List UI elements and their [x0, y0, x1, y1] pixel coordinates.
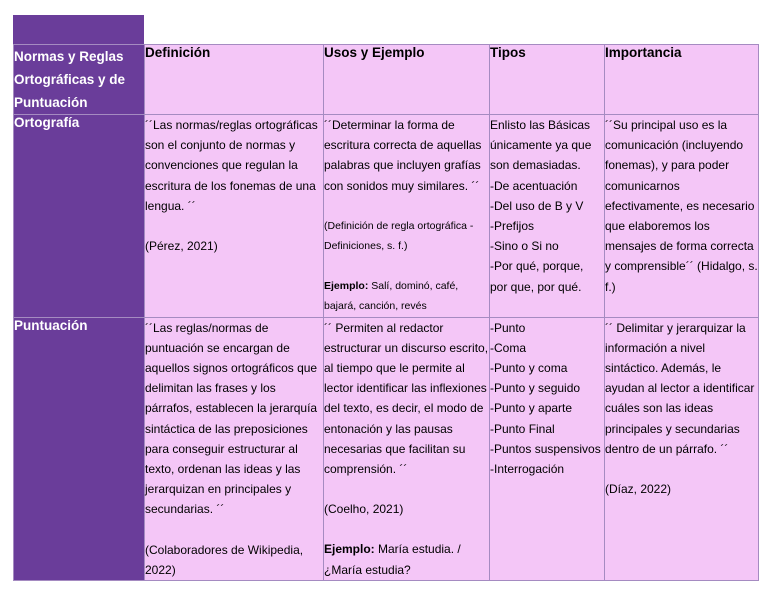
list-item: -Punto y coma [490, 361, 568, 376]
header-importancia: Importancia [605, 45, 759, 115]
rules-table [13, 44, 759, 581]
header-tab-stub [13, 15, 144, 44]
list-item: -Punto Final [490, 421, 555, 436]
cell-ortografia-tipos [490, 115, 605, 318]
cell-ortografia-usos [324, 115, 490, 318]
header-row [14, 45, 759, 115]
cell-puntuacion-importancia [605, 317, 759, 580]
cell-ortografia-importancia [605, 115, 759, 318]
definition-text: ´´Las normas/reglas ortográficas son el conjunto de normas y convenciones que regulan la escritura de los fonemas de una lengua. ´´ [145, 118, 318, 213]
list-item: -Punto y aparte [490, 401, 573, 416]
header-definicion: Definición [145, 45, 324, 115]
example-label: Ejemplo: [324, 280, 369, 293]
importance-citation: (Díaz, 2022) [605, 482, 672, 497]
cell-puntuacion-definicion [145, 317, 324, 580]
example-label: Ejemplo: [324, 542, 375, 557]
usage-citation: (Definición de regla ortográfica - Definiciones, s. f.) [324, 219, 474, 253]
cell-ortografia-definicion [145, 115, 324, 318]
list-item: -Prefijos [490, 219, 535, 234]
corner-header: Normas y Reglas Ortográficas y de Puntuación [14, 45, 145, 115]
list-item: -Puntos suspensivos [490, 441, 601, 456]
table-row-puntuacion [14, 317, 759, 580]
cell-puntuacion-tipos [490, 317, 605, 580]
definition-citation: (Pérez, 2021) [145, 239, 218, 254]
list-item: -Interrogación [490, 462, 565, 477]
header-tipos: Tipos [490, 45, 605, 115]
list-item: -De acentuación [490, 178, 578, 193]
list-item: -Punto [490, 320, 526, 335]
list-item: -Punto y seguido [490, 381, 581, 396]
list-item: -Coma [490, 340, 527, 355]
usage-text: ´´Determinar la forma de escritura correcta de aquellas palabras que incluyen grafías con sonidos muy similares. ´´ [324, 118, 482, 193]
row-label-ortografia: Ortografía [14, 115, 145, 318]
example-text: María estudia. / ¿María estudia? [324, 542, 461, 577]
list-item: -Por qué, porque, por que, por qué. [490, 259, 584, 294]
importance-text: ´´ Delimitar y jerarquizar la información a nivel sintáctico. Además, le ayudan al lector a identificar cuáles son las ideas principales y secundarias dentro de un párrafo. ´´ [605, 320, 755, 456]
list-item: Enlisto las Básicas únicamente ya que son demasiadas. [490, 118, 592, 173]
list-item: -Del uso de B y V [490, 198, 584, 213]
header-usos: Usos y Ejemplo [324, 45, 490, 115]
example-text: Salí, dominó, café, bajará, canción, revés [324, 280, 459, 313]
cell-puntuacion-usos [324, 317, 490, 580]
usage-example [324, 539, 489, 579]
usage-example [324, 276, 489, 316]
definition-citation: (Colaboradores de Wikipedia, 2022) [145, 542, 304, 577]
definition-text: ´´Las reglas/normas de puntuación se encargan de aquellos signos ortográficos que delimitan las frases y los párrafos, establecen la jerarquía sintáctica de las preposiciones para conseguir estructurar al texto, ordenan las ideas y las jerarquizan en principales y secundarias. ´´ [145, 320, 318, 517]
table-row-ortografia [14, 115, 759, 318]
usage-citation: (Coelho, 2021) [324, 502, 404, 517]
usage-text: ´´ Permiten al redactor estructurar un discurso escrito, al tiempo que le permite al lector identificar las inflexiones del texto, es decir, el modo de entonación y las pausas necesarias que facilitan su comprensión. ´´ [324, 320, 489, 477]
list-item: -Sino o Si no [490, 239, 559, 254]
row-label-puntuacion: Puntuación [14, 317, 145, 580]
importance-text: ´´Su principal uso es la comunicación (incluyendo fonemas), y para poder comunicarnos efectivamente, es necesario que elaboremos los mensajes de forma correcta y comprensible´´ (Hidalgo, s. f.) [605, 118, 758, 294]
